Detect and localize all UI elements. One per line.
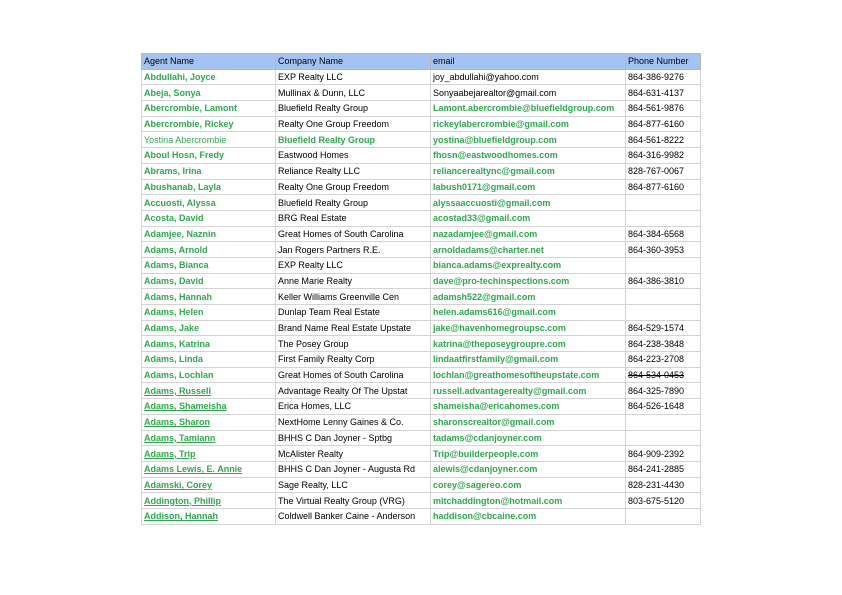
email-cell-text: shameisha@ericahomes.com — [433, 401, 560, 412]
table-row — [142, 132, 701, 148]
agent-name-cell[interactable] — [142, 195, 276, 211]
email-cell-text: dave@pro-techinspections.com — [433, 275, 570, 286]
email-cell[interactable] — [431, 383, 626, 399]
agent-name-cell[interactable] — [142, 69, 276, 85]
email-cell[interactable] — [431, 132, 626, 148]
table-row — [142, 116, 701, 132]
agent-name-cell[interactable] — [142, 226, 276, 242]
agent-name-cell-text: Adams, Linda — [144, 354, 204, 365]
agent-name-cell-text: Adams, Lochlan — [144, 370, 214, 381]
company-name-cell-text: Realty One Group Freedom — [278, 181, 390, 192]
company-name-cell[interactable] — [276, 461, 431, 477]
email-cell[interactable] — [431, 69, 626, 85]
table-row — [142, 210, 701, 226]
table-row — [142, 242, 701, 258]
agent-name-cell-text: Adams Lewis, E. Annie — [144, 464, 243, 475]
table-row — [142, 477, 701, 493]
phone-number-cell-text: 864-325-7890 — [628, 385, 685, 396]
phone-number-cell[interactable] — [626, 289, 701, 305]
table-row — [142, 163, 701, 179]
company-name-cell[interactable] — [276, 477, 431, 493]
phone-number-cell[interactable] — [626, 116, 701, 132]
phone-number-cell-text: 864-561-8222 — [628, 134, 685, 145]
email-cell[interactable] — [431, 493, 626, 509]
phone-number-cell[interactable] — [626, 132, 701, 148]
table-row — [142, 399, 701, 415]
email-cell[interactable] — [431, 195, 626, 211]
phone-number-cell[interactable] — [626, 195, 701, 211]
email-cell[interactable] — [431, 461, 626, 477]
email-cell[interactable] — [431, 336, 626, 352]
table-row — [142, 446, 701, 462]
table-row — [142, 101, 701, 117]
company-name-cell[interactable] — [276, 226, 431, 242]
email-cell-text: helen.adams616@gmail.com — [433, 307, 556, 318]
company-name-cell-text: The Posey Group — [278, 338, 349, 349]
email-cell[interactable] — [431, 273, 626, 289]
company-name-cell-text: The Virtual Realty Group (VRG) — [278, 495, 405, 506]
phone-number-cell[interactable] — [626, 320, 701, 336]
agent-name-cell[interactable] — [142, 179, 276, 195]
agent-name-cell[interactable] — [142, 320, 276, 336]
email-cell[interactable] — [431, 226, 626, 242]
company-name-cell-text: Realty One Group Freedom — [278, 119, 390, 130]
agent-name-cell-text: Adams, Russell — [144, 385, 212, 396]
agent-name-cell[interactable] — [142, 508, 276, 524]
email-cell-text: adamsh522@gmail.com — [433, 291, 536, 302]
agent-name-cell[interactable] — [142, 273, 276, 289]
phone-number-cell-text: 864-877-6160 — [628, 119, 685, 130]
company-name-cell[interactable] — [276, 195, 431, 211]
email-cell[interactable] — [431, 352, 626, 368]
agent-name-cell-text: Acosta, David — [144, 213, 204, 224]
company-name-cell-text: Sage Realty, LLC — [278, 479, 348, 490]
phone-number-cell[interactable] — [626, 446, 701, 462]
agent-name-cell[interactable] — [142, 367, 276, 383]
company-name-cell[interactable] — [276, 399, 431, 415]
email-cell[interactable] — [431, 305, 626, 321]
phone-number-cell[interactable] — [626, 101, 701, 117]
phone-number-cell[interactable] — [626, 493, 701, 509]
table-row — [142, 336, 701, 352]
company-name-cell-text: Advantage Realty Of The Upstat — [278, 385, 408, 396]
company-name-cell[interactable] — [276, 320, 431, 336]
agent-name-cell-text: Abeja, Sonya — [144, 87, 201, 98]
email-cell[interactable] — [431, 399, 626, 415]
email-cell-text: yostina@bluefieldgroup.com — [433, 134, 557, 145]
phone-number-cell[interactable] — [626, 257, 701, 273]
phone-number-cell[interactable] — [626, 414, 701, 430]
header-email[interactable]: email — [431, 54, 626, 70]
phone-number-cell[interactable] — [626, 430, 701, 446]
header-row — [142, 54, 701, 70]
agent-name-cell-text: Adams, Helen — [144, 307, 204, 318]
agent-name-cell-text: Addison, Hannah — [144, 511, 218, 522]
email-cell-text: tadams@cdanjoyner.com — [433, 432, 542, 443]
email-cell-text: labush0171@gmail.com — [433, 181, 536, 192]
company-name-cell[interactable] — [276, 305, 431, 321]
company-name-cell[interactable] — [276, 352, 431, 368]
company-name-cell[interactable] — [276, 257, 431, 273]
phone-number-cell[interactable] — [626, 273, 701, 289]
company-name-cell-text: Keller Williams Greenville Cen — [278, 291, 400, 302]
phone-number-cell[interactable] — [626, 461, 701, 477]
email-cell-text: Lamont.abercrombie@bluefieldgroup.com — [433, 103, 615, 114]
email-cell-text: arnoldadams@charter.net — [433, 244, 544, 255]
email-cell-text: joy_abdullahi@yahoo.com — [433, 72, 539, 83]
email-cell-text: alewis@cdanjoyner.com — [433, 464, 538, 475]
agent-name-cell[interactable] — [142, 430, 276, 446]
agent-name-cell-text: Adams, David — [144, 275, 204, 286]
email-cell[interactable] — [431, 430, 626, 446]
email-cell-text: fhosn@eastwoodhomes.com — [433, 150, 558, 161]
phone-number-cell[interactable] — [626, 305, 701, 321]
email-cell-text: reliancerealtync@gmail.com — [433, 166, 555, 177]
company-name-cell-text: Coldwell Banker Caine - Anderson — [278, 511, 416, 522]
company-name-cell-text: Brand Name Real Estate Upstate — [278, 323, 412, 334]
email-cell-text: bianca.adams@exprealty.com — [433, 260, 562, 271]
agent-name-cell[interactable] — [142, 493, 276, 509]
company-name-cell-text: BHHS C Dan Joyner - Sptbg — [278, 432, 393, 443]
phone-number-cell-text: 803-675-5120 — [628, 495, 685, 506]
phone-number-cell[interactable] — [626, 336, 701, 352]
agent-name-cell[interactable] — [142, 116, 276, 132]
agent-name-cell[interactable] — [142, 383, 276, 399]
company-name-cell[interactable] — [276, 493, 431, 509]
phone-number-cell[interactable] — [626, 383, 701, 399]
phone-number-cell-text: 864-241-2885 — [628, 464, 685, 475]
table-row — [142, 305, 701, 321]
agent-name-cell-text: Adams, Bianca — [144, 260, 209, 271]
table-row — [142, 430, 701, 446]
table-row — [142, 179, 701, 195]
company-name-cell[interactable] — [276, 148, 431, 164]
agent-name-cell-text: Adams, Tamiann — [144, 432, 216, 443]
table-row — [142, 226, 701, 242]
company-name-cell[interactable] — [276, 367, 431, 383]
table-row — [142, 148, 701, 164]
agent-name-cell-text: Adams, Hannah — [144, 291, 213, 302]
agent-name-cell[interactable] — [142, 132, 276, 148]
phone-number-cell[interactable] — [626, 508, 701, 524]
company-name-cell-text: Reliance Realty LLC — [278, 166, 361, 177]
phone-number-cell-text: 864-360-3953 — [628, 244, 685, 255]
agent-name-cell-text: Accuosti, Alyssa — [144, 197, 216, 208]
table-row — [142, 69, 701, 85]
email-cell-text: Sonyaabejarealtor@gmail.com — [433, 87, 557, 98]
agent-name-cell-text: Adamjee, Naznin — [144, 228, 217, 239]
company-name-cell-text: Great Homes of South Carolina — [278, 370, 404, 381]
agent-name-cell-text: Adams, Katrina — [144, 338, 211, 349]
table-row — [142, 273, 701, 289]
phone-number-cell[interactable] — [626, 367, 701, 383]
agent-name-cell[interactable] — [142, 242, 276, 258]
phone-number-cell[interactable] — [626, 242, 701, 258]
agent-name-cell[interactable] — [142, 85, 276, 101]
phone-number-cell-text: 828-231-4430 — [628, 479, 685, 490]
agent-name-cell[interactable] — [142, 305, 276, 321]
phone-number-cell[interactable] — [626, 477, 701, 493]
table-row — [142, 352, 701, 368]
agent-name-cell[interactable] — [142, 101, 276, 117]
phone-number-cell-text: 864-526-1648 — [628, 401, 685, 412]
company-name-cell-text: NextHome Lenny Gaines & Co. — [278, 417, 404, 428]
company-name-cell-text: First Family Realty Corp — [278, 354, 375, 365]
company-name-cell-text: Bluefield Realty Group — [278, 197, 369, 208]
phone-number-cell[interactable] — [626, 69, 701, 85]
company-name-cell-text: Anne Marie Realty — [278, 275, 353, 286]
table-row — [142, 493, 701, 509]
phone-number-cell[interactable] — [626, 210, 701, 226]
phone-number-cell[interactable] — [626, 399, 701, 415]
email-cell-text: lindaatfirstfamily@gmail.com — [433, 354, 559, 365]
agent-name-cell[interactable] — [142, 446, 276, 462]
email-cell[interactable] — [431, 367, 626, 383]
company-name-cell[interactable] — [276, 85, 431, 101]
company-name-cell-text: BRG Real Estate — [278, 213, 347, 224]
email-cell-text: acostad33@gmail.com — [433, 213, 531, 224]
company-name-cell[interactable] — [276, 336, 431, 352]
company-name-cell-text: Jan Rogers Partners R.E. — [278, 244, 381, 255]
company-name-cell-text: EXP Realty LLC — [278, 72, 343, 83]
agent-name-cell[interactable] — [142, 210, 276, 226]
email-cell[interactable] — [431, 85, 626, 101]
phone-number-cell[interactable] — [626, 163, 701, 179]
company-name-cell-text: EXP Realty LLC — [278, 260, 343, 271]
email-cell[interactable] — [431, 320, 626, 336]
agent-name-cell-text: Yostina Abercrombie — [144, 134, 227, 145]
company-name-cell[interactable] — [276, 414, 431, 430]
table-row — [142, 257, 701, 273]
email-cell-text: Trip@builderpeople.com — [433, 448, 539, 459]
company-name-cell[interactable] — [276, 116, 431, 132]
company-name-cell[interactable] — [276, 101, 431, 117]
email-cell-text: sharonscrealtor@gmail.com — [433, 417, 555, 428]
company-name-cell[interactable] — [276, 383, 431, 399]
email-cell-text: alyssaaccuosti@gmail.com — [433, 197, 551, 208]
table-row — [142, 320, 701, 336]
company-name-cell[interactable] — [276, 289, 431, 305]
table-row — [142, 367, 701, 383]
header-company-name[interactable]: Company Name — [276, 54, 431, 70]
agent-name-cell-text: Abercrombie, Lamont — [144, 103, 238, 114]
table-row — [142, 85, 701, 101]
email-cell[interactable] — [431, 148, 626, 164]
company-name-cell[interactable] — [276, 446, 431, 462]
email-cell-text: corey@sagereo.com — [433, 479, 522, 490]
agent-name-cell-text: Aboul Hosn, Fredy — [144, 150, 225, 161]
email-cell[interactable] — [431, 446, 626, 462]
email-cell[interactable] — [431, 414, 626, 430]
email-cell-text: katrina@theposeygroupre.com — [433, 338, 566, 349]
email-cell[interactable] — [431, 508, 626, 524]
agent-name-cell[interactable] — [142, 257, 276, 273]
phone-number-cell-text: 864-386-9276 — [628, 72, 685, 83]
agent-name-cell[interactable] — [142, 148, 276, 164]
phone-number-cell-text: 864-909-2392 — [628, 448, 685, 459]
agent-name-cell-text: Adams, Shameisha — [144, 401, 227, 412]
company-name-cell-text: Erica Homes, LLC — [278, 401, 352, 412]
email-cell[interactable] — [431, 477, 626, 493]
agent-name-cell-text: Adams, Trip — [144, 448, 196, 459]
company-name-cell[interactable] — [276, 242, 431, 258]
company-name-cell[interactable] — [276, 430, 431, 446]
email-cell[interactable] — [431, 289, 626, 305]
phone-number-cell-text: 864-384-6568 — [628, 228, 685, 239]
company-name-cell-text: Bluefield Realty Group — [278, 103, 369, 114]
email-cell[interactable] — [431, 179, 626, 195]
agent-name-cell[interactable] — [142, 477, 276, 493]
agent-name-cell[interactable] — [142, 352, 276, 368]
email-cell[interactable] — [431, 210, 626, 226]
company-name-cell-text: McAlister Realty — [278, 448, 344, 459]
company-name-cell-text: BHHS C Dan Joyner - Augusta Rd — [278, 464, 416, 475]
header-agent-name[interactable]: Agent Name — [142, 54, 276, 70]
company-name-cell-text: Bluefield Realty Group — [278, 134, 376, 145]
company-name-cell-text: Mullinax & Dunn, LLC — [278, 87, 366, 98]
email-cell[interactable] — [431, 163, 626, 179]
email-cell-text: russell.advantagerealty@gmail.com — [433, 385, 587, 396]
table-row — [142, 289, 701, 305]
table-row — [142, 508, 701, 524]
agent-name-cell-text: Addington, Phillip — [144, 495, 221, 506]
email-cell-text: lochlan@greathomesoftheupstate.com — [433, 370, 600, 381]
agent-name-cell[interactable] — [142, 163, 276, 179]
email-cell-text: nazadamjee@gmail.com — [433, 228, 538, 239]
company-name-cell[interactable] — [276, 273, 431, 289]
phone-number-cell-text: 864-223-2708 — [628, 354, 685, 365]
phone-number-cell-text: 828-767-0067 — [628, 166, 685, 177]
company-name-cell[interactable] — [276, 69, 431, 85]
agent-name-cell[interactable] — [142, 289, 276, 305]
company-name-cell-text: Dunlap Team Real Estate — [278, 307, 380, 318]
company-name-cell[interactable] — [276, 508, 431, 524]
table-row — [142, 414, 701, 430]
agent-name-cell-text: Abrams, Irina — [144, 166, 202, 177]
email-cell[interactable] — [431, 101, 626, 117]
phone-number-cell[interactable] — [626, 179, 701, 195]
phone-number-cell[interactable] — [626, 226, 701, 242]
company-name-cell[interactable] — [276, 132, 431, 148]
phone-number-cell[interactable] — [626, 148, 701, 164]
phone-number-cell-text: 864-561-9876 — [628, 103, 685, 114]
phone-number-cell-text: 864-534-0453 — [628, 370, 685, 381]
phone-number-cell-text: 864-386-3810 — [628, 275, 685, 286]
agent-name-cell[interactable] — [142, 336, 276, 352]
agent-name-cell-text: Adams, Jake — [144, 323, 200, 334]
email-cell[interactable] — [431, 257, 626, 273]
agent-name-cell-text: Abdullahi, Joyce — [144, 72, 216, 83]
agent-table — [141, 53, 701, 525]
agent-name-cell-text: Abushanab, Layla — [144, 181, 222, 192]
phone-number-cell-text: 864-529-1574 — [628, 323, 685, 334]
company-name-cell-text: Eastwood Homes — [278, 150, 349, 161]
phone-number-cell[interactable] — [626, 352, 701, 368]
email-cell[interactable] — [431, 242, 626, 258]
agent-name-cell-text: Adams, Sharon — [144, 417, 211, 428]
phone-number-cell-text: 864-316-9982 — [628, 150, 685, 161]
company-name-cell[interactable] — [276, 163, 431, 179]
agent-name-cell[interactable] — [142, 414, 276, 430]
agent-name-cell-text: Adamski, Corey — [144, 479, 213, 490]
email-cell-text: jake@havenhomegroupsc.com — [433, 323, 566, 334]
header-phone-number[interactable]: Phone Number — [626, 54, 701, 70]
company-name-cell[interactable] — [276, 210, 431, 226]
phone-number-cell[interactable] — [626, 85, 701, 101]
email-cell-text: mitchaddington@hotmail.com — [433, 495, 563, 506]
table-row — [142, 383, 701, 399]
agent-name-cell-text: Adams, Arnold — [144, 244, 208, 255]
email-cell-text: haddison@cbcaine.com — [433, 511, 537, 522]
company-name-cell[interactable] — [276, 179, 431, 195]
table-row — [142, 461, 701, 477]
phone-number-cell-text: 864-238-3848 — [628, 338, 685, 349]
email-cell-text: rickeylabercrombie@gmail.com — [433, 119, 569, 130]
email-cell[interactable] — [431, 116, 626, 132]
table-row — [142, 195, 701, 211]
phone-number-cell-text: 864-631-4137 — [628, 87, 685, 98]
agent-name-cell-text: Abercrombie, Rickey — [144, 119, 234, 130]
phone-number-cell-text: 864-877-6160 — [628, 181, 685, 192]
agent-name-cell[interactable] — [142, 461, 276, 477]
company-name-cell-text: Great Homes of South Carolina — [278, 228, 404, 239]
agent-name-cell[interactable] — [142, 399, 276, 415]
